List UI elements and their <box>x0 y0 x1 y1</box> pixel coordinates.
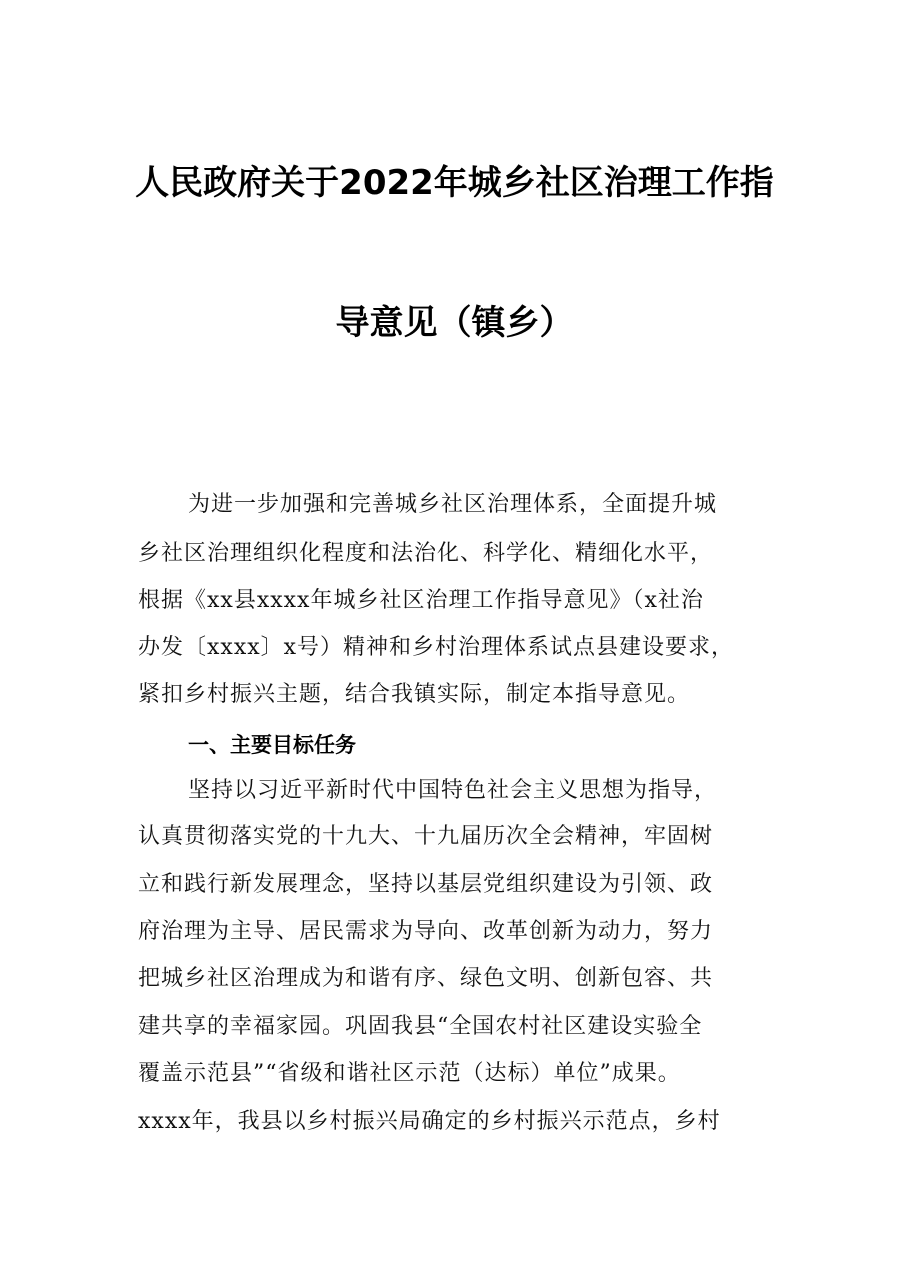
section-1-line-2: 认真贯彻落实党的十九大、十九届历次全会精神，牢固树 <box>138 824 714 849</box>
section-heading-1: 一、主要目标任务 <box>188 733 356 757</box>
intro-line-1: 为进一步加强和完善城乡社区治理体系，全面提升城 <box>188 492 718 517</box>
document-title-line-2: 导意见（镇乡） <box>335 303 574 343</box>
section-1-line-6: 建共享的幸福家园。巩固我县“全国农村社区建设实验全 <box>138 1014 703 1039</box>
document-title-line-1: 人民政府关于2022年城乡社区治理工作指 <box>135 163 774 203</box>
section-1-line-3: 立和践行新发展理念，坚持以基层党组织建设为引领、政 <box>138 872 714 897</box>
intro-line-4: 办发〔xxxx〕x号）精神和乡村治理体系试点县建设要求， <box>138 635 735 660</box>
section-1-line-1: 坚持以习近平新时代中国特色社会主义思想为指导， <box>188 778 718 803</box>
intro-line-2: 乡社区治理组织化程度和法治化、科学化、精细化水平， <box>138 541 714 566</box>
section-1-line-7: 覆盖示范县”“省级和谐社区示范（达标）单位”成果。 <box>138 1061 681 1086</box>
intro-line-5: 紧扣乡村振兴主题，结合我镇实际，制定本指导意见。 <box>138 682 691 707</box>
section-1-line-4: 府治理为主导、居民需求为导向、改革创新为动力，努力 <box>138 919 714 944</box>
section-1-line-8: xxxx年，我县以乡村振兴局确定的乡村振兴示范点，乡村 <box>138 1109 721 1134</box>
section-1-line-5: 把城乡社区治理成为和谐有序、绿色文明、创新包容、共 <box>138 966 714 991</box>
intro-line-3: 根据《xx县xxxx年城乡社区治理工作指导意见》（x社治 <box>138 588 704 613</box>
